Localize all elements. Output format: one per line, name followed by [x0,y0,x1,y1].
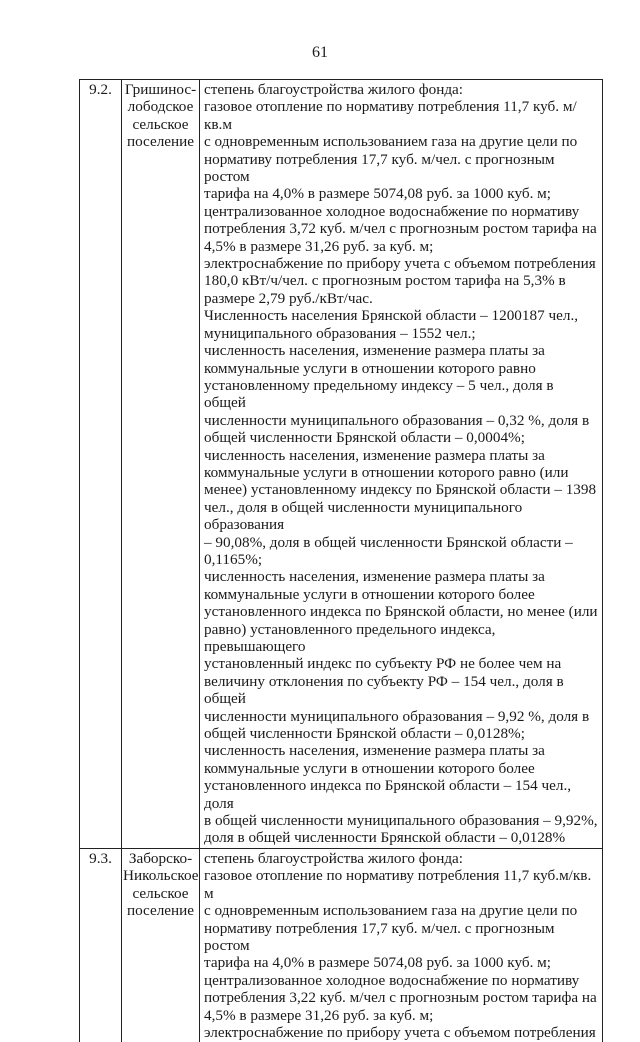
page-number: 61 [0,44,640,62]
description-line: численность населения, изменение размера платы за [204,447,599,464]
description-line: коммунальные услуги в отношении которого равно [204,360,599,377]
description-line: 4,5% в размере 31,26 руб. за куб. м; [204,238,599,255]
description-line: менее) установленному индексу по Брянской области – 1398 [204,481,599,498]
description-line: 180,0 кВт/ч/чел. с прогнозным ростом тарифа на 5,3% в [204,272,599,289]
description-line: численности муниципального образования – 0,32 %, доля в [204,412,599,429]
description-line: коммунальные услуги в отношении которого более [204,586,599,603]
description-line: в общей численности муниципального образования – 9,92%, [204,812,599,829]
description-line: доля в общей численности Брянской области – 0,0128% [204,829,599,846]
row-number: 9.3. [80,848,122,1042]
settlement-name [122,848,200,1042]
description-line: установленного индекса по Брянской области – 154 чел., доля [204,777,599,812]
settlement-name-line: сельское [123,885,198,902]
settlement-name-line: лободское [123,98,198,115]
description-line: с одновременным использованием газа на другие цели по [204,133,599,150]
settlement-name-line: Заборско- [123,850,198,867]
description-line: электроснабжение по прибору учета с объемом потребления [204,255,599,272]
description-line: величину отклонения по субъекту РФ – 154 чел., доля в общей [204,673,599,708]
settlements-table [79,79,603,1042]
table-row [80,848,603,1042]
description-line: общей численности Брянской области – 0,0004%; [204,429,599,446]
description-line: с одновременным использованием газа на другие цели по [204,902,599,919]
description-line: 4,5% в размере 31,26 руб. за куб. м; [204,1007,599,1024]
description-line: численность населения, изменение размера платы за [204,568,599,585]
description-line: численности муниципального образования – 9,92 %, доля в [204,708,599,725]
description-line: централизованное холодное водоснабжение по нормативу [204,203,599,220]
row-number: 9.2. [80,80,122,849]
description-line: газовое отопление по нормативу потребления 11,7 куб.м/кв. м [204,867,599,902]
settlement-description [200,80,603,849]
description-line: – 90,08%, доля в общей численности Брянской области – [204,534,599,551]
table-row [80,80,603,849]
description-line: централизованное холодное водоснабжение по нормативу [204,972,599,989]
description-line: степень благоустройства жилого фонда: [204,850,599,867]
description-line: установленного индекса по Брянской области, но менее (или [204,603,599,620]
description-line: чел., доля в общей численности муниципального образования [204,499,599,534]
description-line: Численность населения Брянской области – 1200187 чел., [204,307,599,324]
description-line: равно) установленного предельного индекса, превышающего [204,621,599,656]
description-line: численность населения, изменение размера платы за [204,342,599,359]
settlement-name-line: поселение [123,133,198,150]
description-line: потребления 3,72 куб. м/чел с прогнозным ростом тарифа на [204,220,599,237]
description-line: нормативу потребления 17,7 куб. м/чел. с прогнозным ростом [204,151,599,186]
settlement-name-line: поселение [123,902,198,919]
description-line: размере 2,79 руб./кВт/час. [204,290,599,307]
description-line: установленный индекс по субъекту РФ не более чем на [204,655,599,672]
settlement-description [200,848,603,1042]
description-line: численность населения, изменение размера платы за [204,742,599,759]
settlement-name-line: Гришинос- [123,81,198,98]
settlement-name [122,80,200,849]
settlement-name-line: сельское [123,116,198,133]
description-line: нормативу потребления 17,7 куб. м/чел. с прогнозным ростом [204,920,599,955]
settlements-table-body [80,80,603,1042]
description-line: 0,1165%; [204,551,599,568]
description-line: коммунальные услуги в отношении которого равно (или [204,464,599,481]
description-line: общей численности Брянской области – 0,0128%; [204,725,599,742]
description-line: тарифа на 4,0% в размере 5074,08 руб. за 1000 куб. м; [204,185,599,202]
description-line: установленному предельному индексу – 5 чел., доля в общей [204,377,599,412]
settlement-name-line: Никольское [123,867,198,884]
description-line: газовое отопление по нормативу потребления 11,7 куб. м/кв.м [204,98,599,133]
description-line: коммунальные услуги в отношении которого более [204,760,599,777]
description-line: муниципального образования – 1552 чел.; [204,325,599,342]
description-line: тарифа на 4,0% в размере 5074,08 руб. за 1000 куб. м; [204,954,599,971]
description-line: электроснабжение по прибору учета с объемом потребления [204,1024,599,1041]
description-line: степень благоустройства жилого фонда: [204,81,599,98]
description-line: потребления 3,22 куб. м/чел с прогнозным ростом тарифа на [204,989,599,1006]
